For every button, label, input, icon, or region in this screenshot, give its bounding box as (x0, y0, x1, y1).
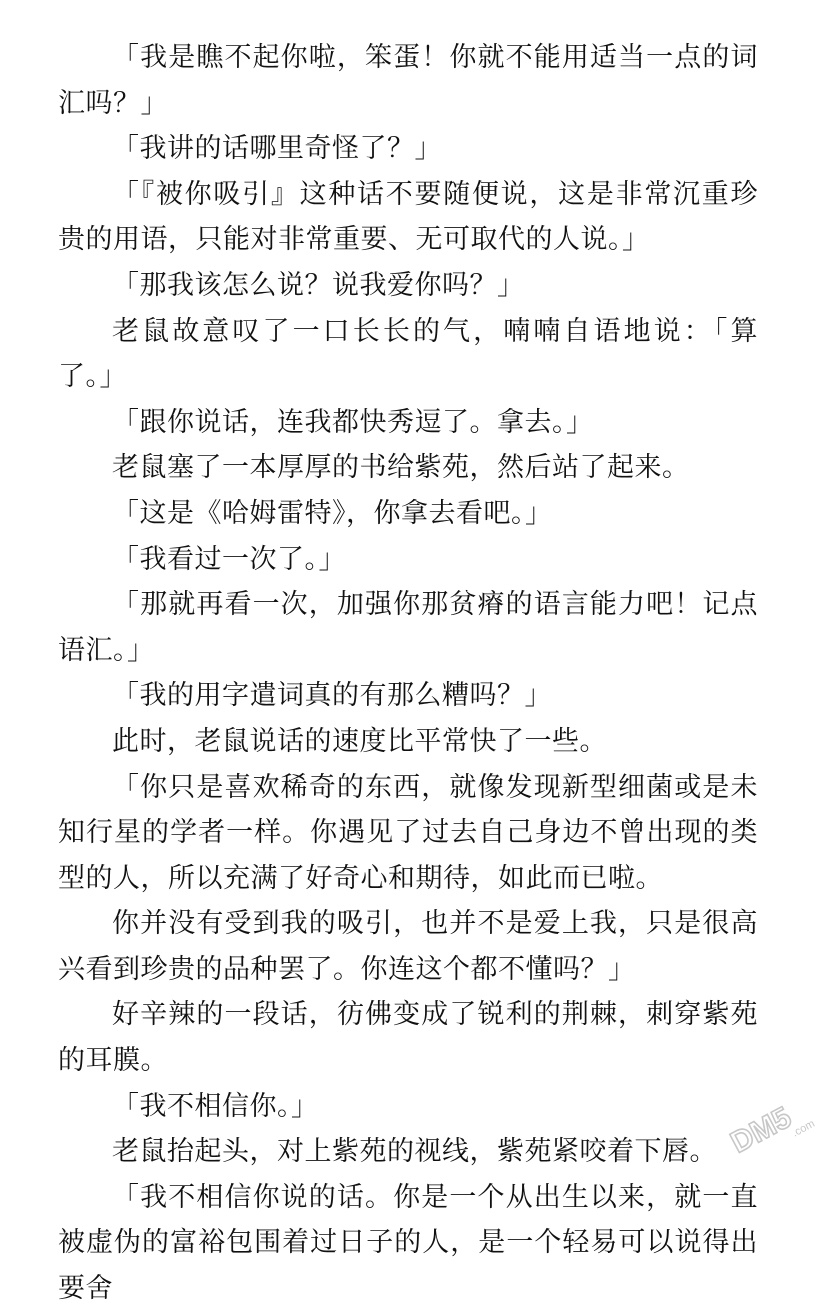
paragraph-5: 老鼠故意叹了一口长长的气，喃喃自语地说：「算了。」 (58, 315, 758, 393)
paragraph-14: 你并没有受到我的吸引，也并不是爱上我，只是很高兴看到珍贵的品种罢了。你连这个都不懂吗？」 (58, 908, 758, 985)
paragraph-8: 「这是《哈姆雷特》，你拿去看吧。」 (112, 497, 553, 529)
paragraph-16: 「我不相信你。」 (112, 1090, 319, 1122)
paragraph-7: 老鼠塞了一本厚厚的书给紫苑，然后站了起来。 (112, 452, 690, 484)
paragraph-18: 「我不相信你说的话。你是一个从出生以来，就一直被虚伪的富裕包围着过日子的人，是一个轻易可以说得出要舍 (58, 1181, 758, 1305)
watermark-text: DM5 (725, 1100, 797, 1160)
paragraph-15: 好辛辣的一段话，彷佛变成了锐利的荆棘，刺穿紫苑的耳膜。 (58, 999, 758, 1077)
page-text (58, 35, 758, 1312)
paragraph-17: 老鼠抬起头，对上紫苑的视线，紫苑紧咬着下唇。 (112, 1136, 717, 1168)
paragraph-6: 「跟你说话，连我都快秀逗了。拿去。」 (112, 406, 594, 438)
paragraph-2: 「我讲的话哪里奇怪了？」 (112, 133, 442, 165)
paragraph-1: 「我是瞧不起你啦，笨蛋！你就不能用适当一点的词汇吗？」 (58, 42, 758, 119)
paragraph-10: 「那就再看一次，加强你那贫瘠的语言能力吧！记点语汇。」 (58, 589, 758, 666)
paragraph-11: 「我的用字遣词真的有那么糟吗？」 (112, 680, 552, 712)
paragraph-12: 此时，老鼠说话的速度比平常快了一些。 (112, 725, 607, 757)
paragraph-3: 「『被你吸引』这种话不要随便说，这是非常沉重珍贵的用语，只能对非常重要、无可取代的人说。」 (58, 178, 758, 256)
paragraph-4: 「那我该怎么说？说我爱你吗？」 (112, 269, 525, 301)
paragraph-13: 「你只是喜欢稀奇的东西，就像发现新型细菌或是未知行星的学者一样。你遇见了过去自己身边不曾出现的类型的人，所以充满了好奇心和期待，如此而已啦。 (58, 771, 758, 894)
paragraph-9: 「我看过一次了。」 (112, 543, 346, 575)
watermark-suffix: .com (790, 1117, 817, 1140)
